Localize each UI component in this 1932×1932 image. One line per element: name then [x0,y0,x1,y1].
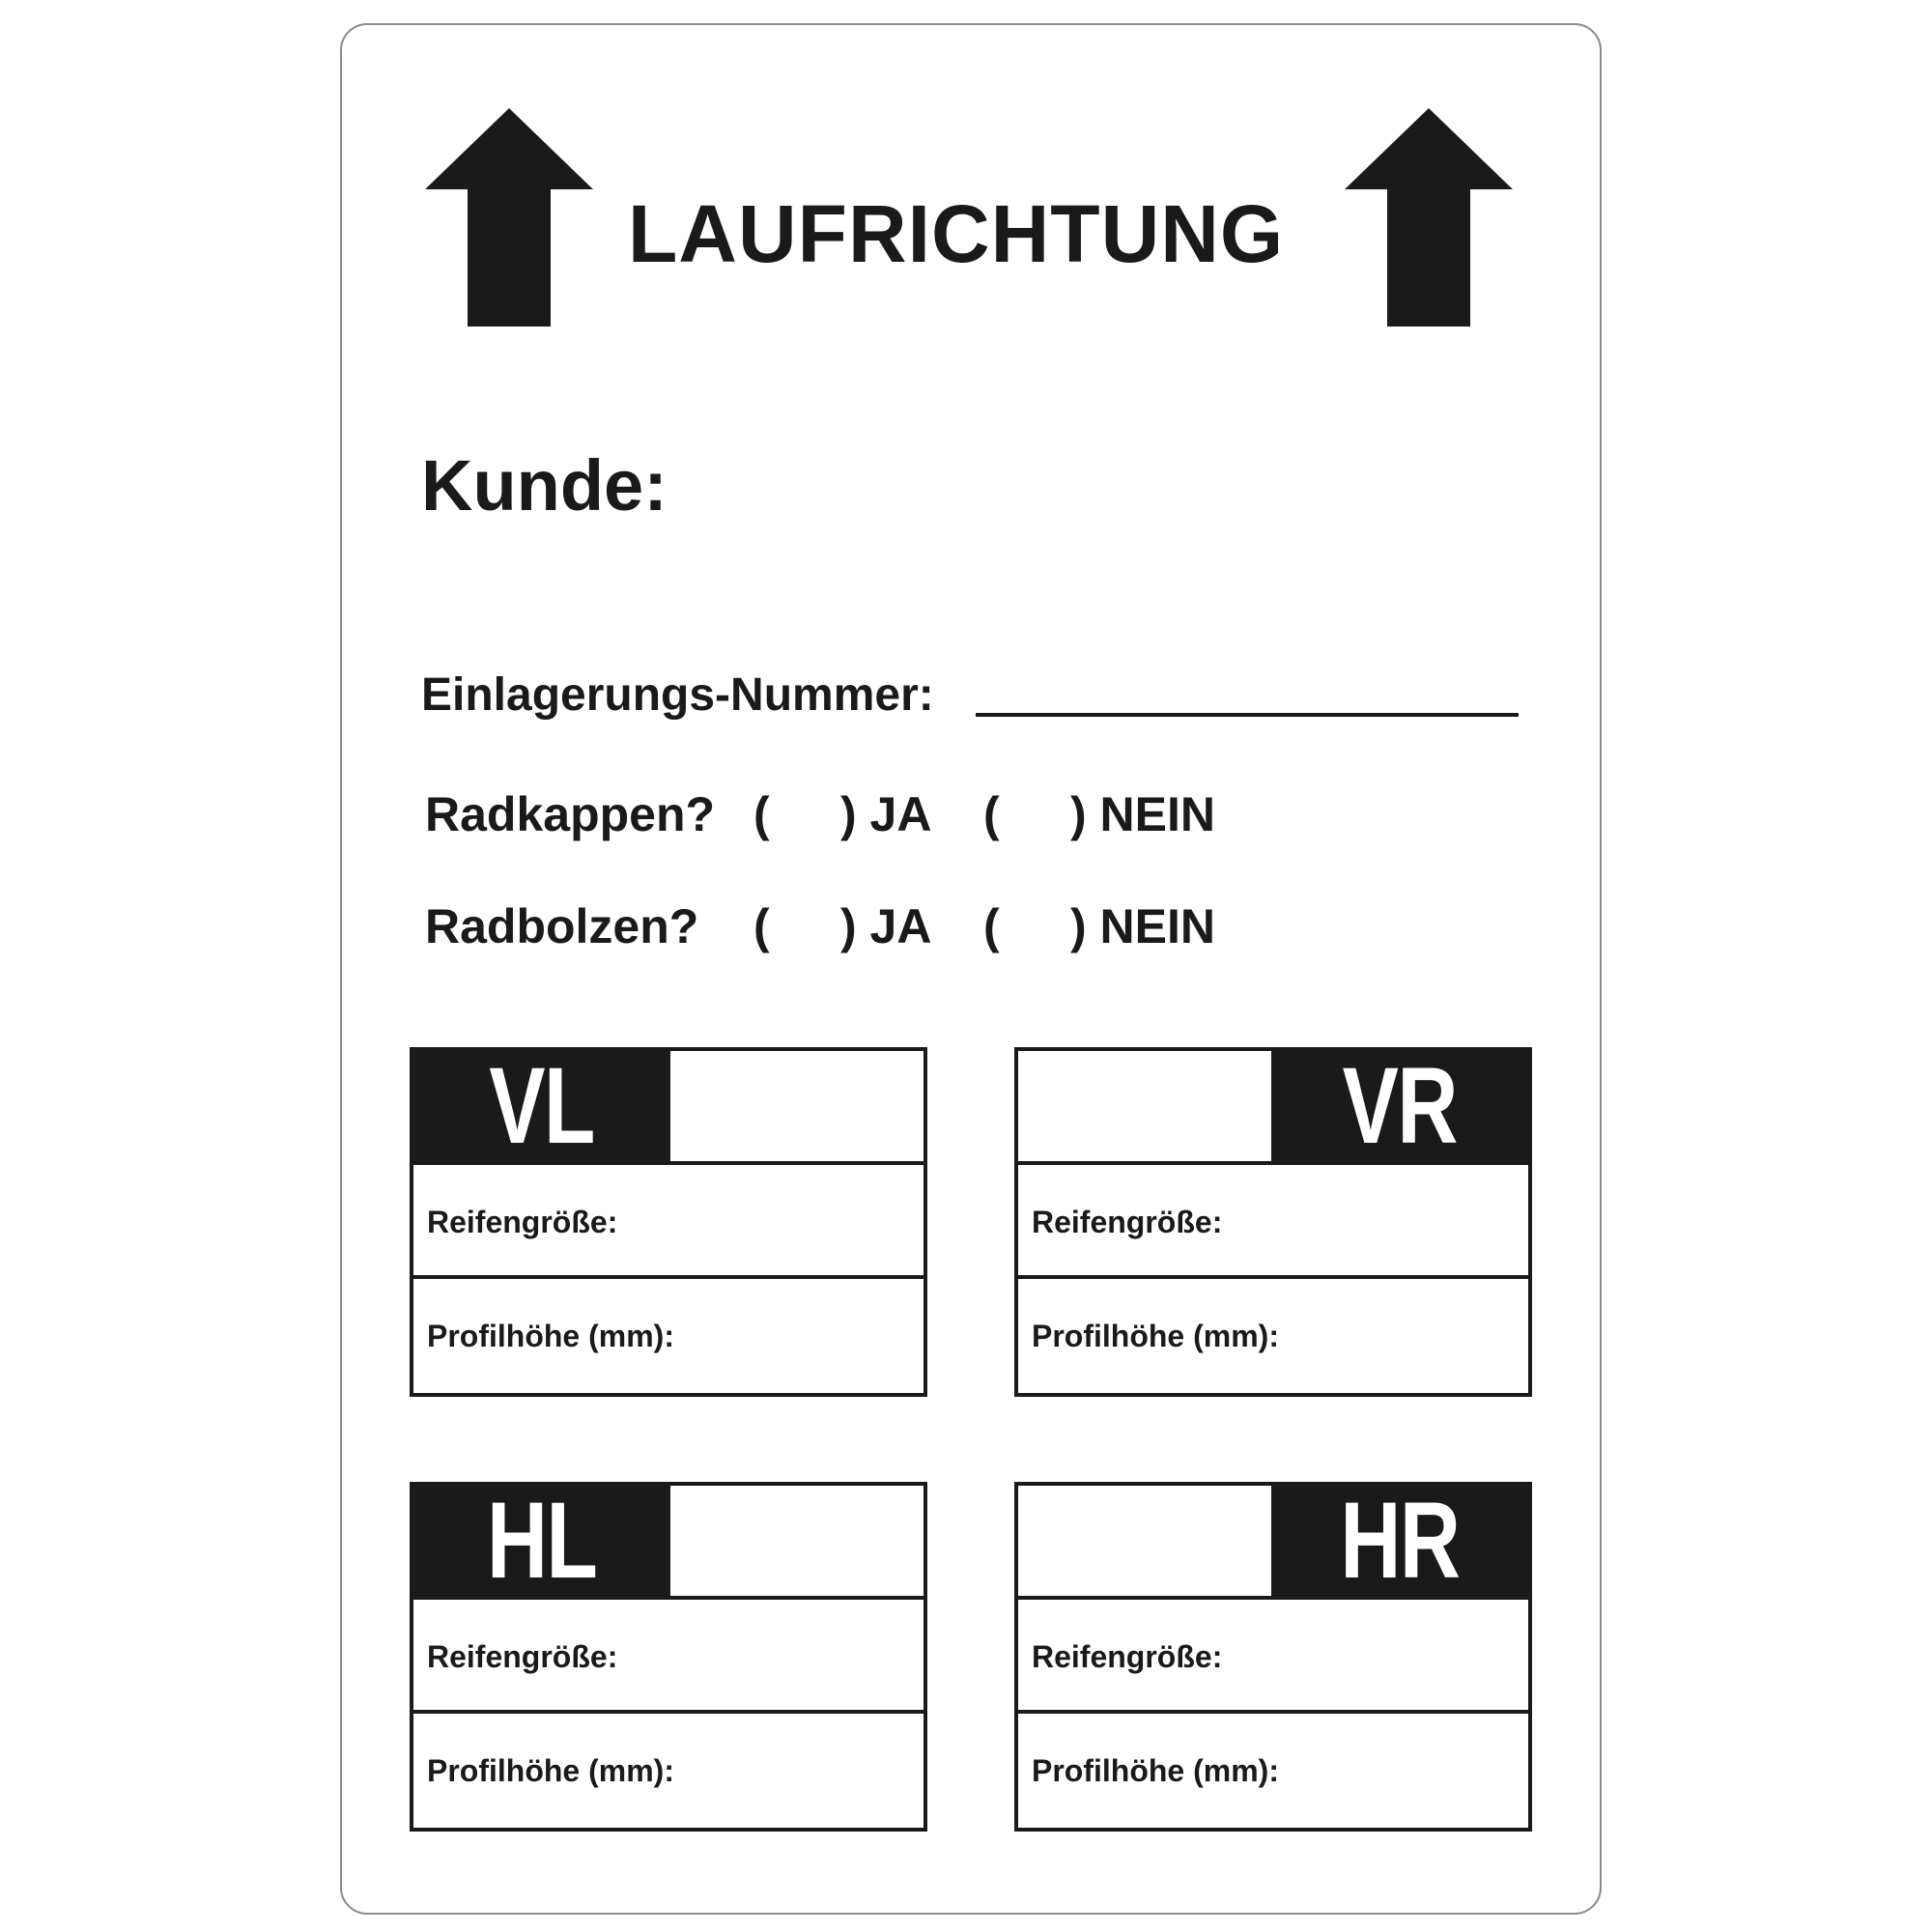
tire-code-badge: VL [413,1051,670,1161]
tire-box-rear-left [410,1482,927,1832]
no-option-label: ) NEIN [1070,787,1215,841]
arrow-up-icon [1345,108,1513,327]
tread-depth-field[interactable]: Profilhöhe (mm): [1032,1753,1279,1788]
tread-depth-field[interactable]: Profilhöhe (mm): [1032,1319,1279,1353]
tire-size-field[interactable]: Reifengröße: [1018,1165,1528,1279]
tire-box-header [413,1480,923,1601]
tire-size-field[interactable]: Reifengröße: [413,1165,923,1279]
no-option-label: ) NEIN [1070,899,1215,953]
tire-box-header [413,1045,923,1166]
yes-option-label: ) JA [840,899,932,953]
tire-box-header [1018,1045,1528,1166]
tire-box-front-right [1014,1047,1532,1397]
yes-checkbox[interactable]: ( [753,899,801,953]
tire-code-badge: HL [413,1486,670,1596]
page-title: LAUFRICHTUNG [628,188,1285,279]
tire-size-field[interactable]: Reifengröße: [413,1600,923,1714]
tread-depth-field[interactable]: Profilhöhe (mm): [427,1753,674,1788]
no-checkbox[interactable]: ( [983,787,1031,841]
tire-size-field[interactable]: Reifengröße: [1018,1600,1528,1714]
question-label: Radkappen? [425,787,716,841]
yes-checkbox[interactable]: ( [753,787,801,841]
tire-code-badge: VR [1271,1051,1528,1161]
question-radbolzen [425,899,1294,960]
tire-code-badge: HR [1271,1486,1528,1596]
question-radkappen [425,787,1294,848]
tire-box-front-left [410,1047,927,1397]
no-checkbox[interactable]: ( [983,899,1031,953]
arrow-up-icon [425,108,593,327]
storage-number-line[interactable] [976,713,1519,717]
question-label: Radbolzen? [425,899,699,953]
tread-depth-field[interactable]: Profilhöhe (mm): [427,1319,674,1353]
storage-number-label: Einlagerungs-Nummer: [421,669,934,721]
tire-box-rear-right [1014,1482,1532,1832]
customer-label: Kunde: [421,445,668,526]
yes-option-label: ) JA [840,787,932,841]
tire-box-header [1018,1480,1528,1601]
